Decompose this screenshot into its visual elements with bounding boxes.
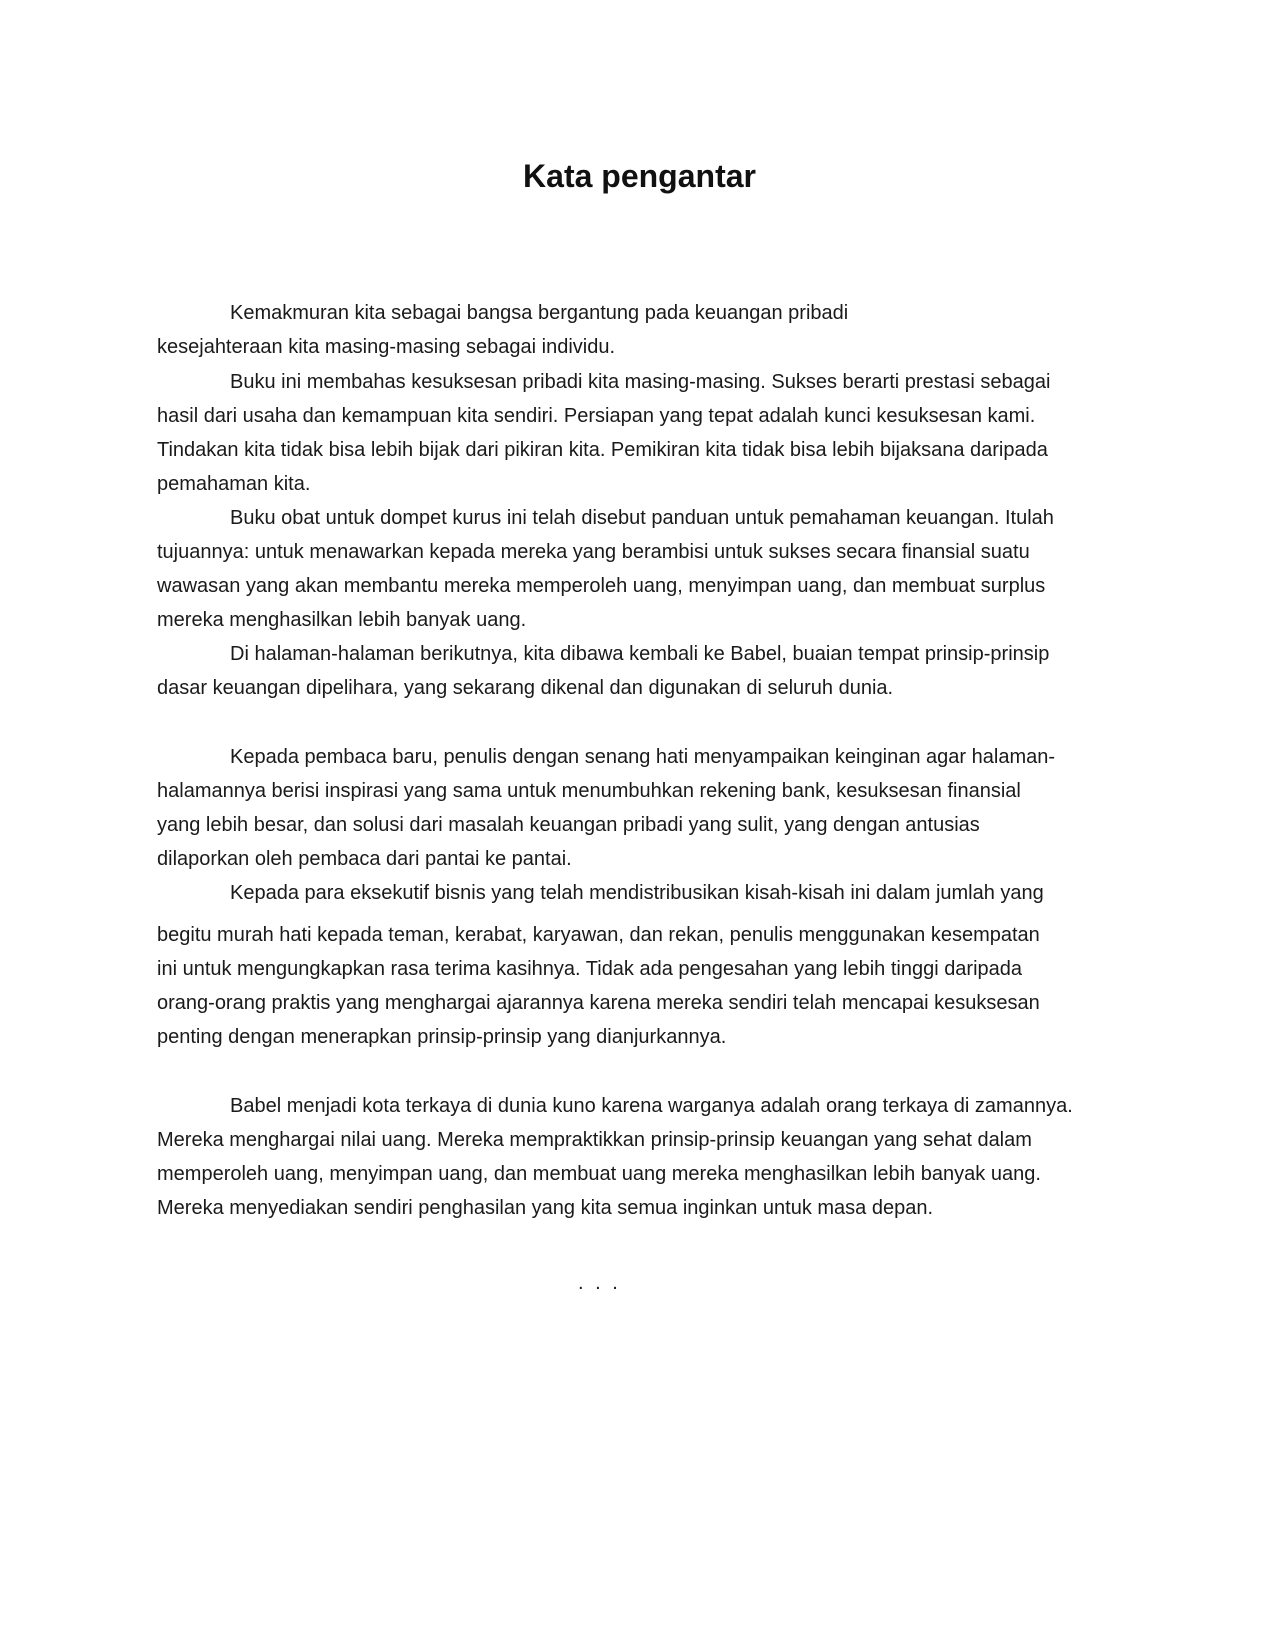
paragraph-line: Buku obat untuk dompet kurus ini telah disebut panduan untuk pemahaman keuangan. Itulah <box>230 507 1054 529</box>
paragraph-line: Mereka menyediakan sendiri penghasilan yang kita semua inginkan untuk masa depan. <box>157 1197 934 1219</box>
paragraph-line: tujuannya: untuk menawarkan kepada mereka yang berambisi untuk sukses secara finansial suatu <box>157 541 1030 563</box>
paragraph-line: orang-orang praktis yang menghargai ajarannya karena mereka sendiri telah mencapai kesuksesan <box>157 992 1040 1014</box>
paragraph-line: yang lebih besar, dan solusi dari masalah keuangan pribadi yang sulit, yang dengan antusias <box>157 814 980 836</box>
paragraph-line: Buku ini membahas kesuksesan pribadi kita masing-masing. Sukses berarti prestasi sebagai <box>230 371 1051 393</box>
paragraph-line: Di halaman-halaman berikutnya, kita dibawa kembali ke Babel, buaian tempat prinsip-prinsip <box>230 643 1050 665</box>
paragraph-line: memperoleh uang, menyimpan uang, dan membuat uang mereka menghasilkan lebih banyak uang. <box>157 1163 1041 1185</box>
paragraph-line: Kepada pembaca baru, penulis dengan senang hati menyampaikan keinginan agar halaman- <box>230 746 1056 768</box>
paragraph-line: halamannya berisi inspirasi yang sama untuk menumbuhkan rekening bank, kesuksesan finansial <box>157 780 1021 802</box>
paragraph-line: penting dengan menerapkan prinsip-prinsip yang dianjurkannya. <box>157 1026 727 1048</box>
paragraph-line: pemahaman kita. <box>157 473 311 495</box>
paragraph-line: dilaporkan oleh pembaca dari pantai ke pantai. <box>157 848 572 870</box>
paragraph-line: begitu murah hati kepada teman, kerabat, karyawan, dan rekan, penulis menggunakan kesempatan <box>157 924 1040 946</box>
paragraph-line: Kepada para eksekutif bisnis yang telah mendistribusikan kisah-kisah ini dalam jumlah yang <box>230 882 1044 904</box>
page-title: Kata pengantar <box>523 158 756 194</box>
paragraph-line: ini untuk mengungkapkan rasa terima kasihnya. Tidak ada pengesahan yang lebih tinggi daripada <box>157 958 1023 980</box>
paragraph-line: Kemakmuran kita sebagai bangsa bergantung pada keuangan pribadi <box>230 302 849 324</box>
continuation-ellipsis: . . . <box>578 1272 621 1294</box>
paragraph-line: Mereka menghargai nilai uang. Mereka mempraktikkan prinsip-prinsip keuangan yang sehat dalam <box>157 1129 1032 1151</box>
paragraph-line: dasar keuangan dipelihara, yang sekarang dikenal dan digunakan di seluruh dunia. <box>157 677 894 699</box>
paragraph-line: wawasan yang akan membantu mereka memperoleh uang, menyimpan uang, dan membuat surplus <box>157 575 1046 597</box>
paragraph-line: Babel menjadi kota terkaya di dunia kuno karena warganya adalah orang terkaya di zamannya. <box>230 1095 1073 1117</box>
paragraph-line: kesejahteraan kita masing-masing sebagai individu. <box>157 336 616 358</box>
paragraph-line: Tindakan kita tidak bisa lebih bijak dari pikiran kita. Pemikiran kita tidak bisa lebih bijaksana daripada <box>157 439 1048 461</box>
paragraph-line: hasil dari usaha dan kemampuan kita sendiri. Persiapan yang tepat adalah kunci kesuksesan kami. <box>157 405 1036 427</box>
paragraph-line: mereka menghasilkan lebih banyak uang. <box>157 609 527 631</box>
